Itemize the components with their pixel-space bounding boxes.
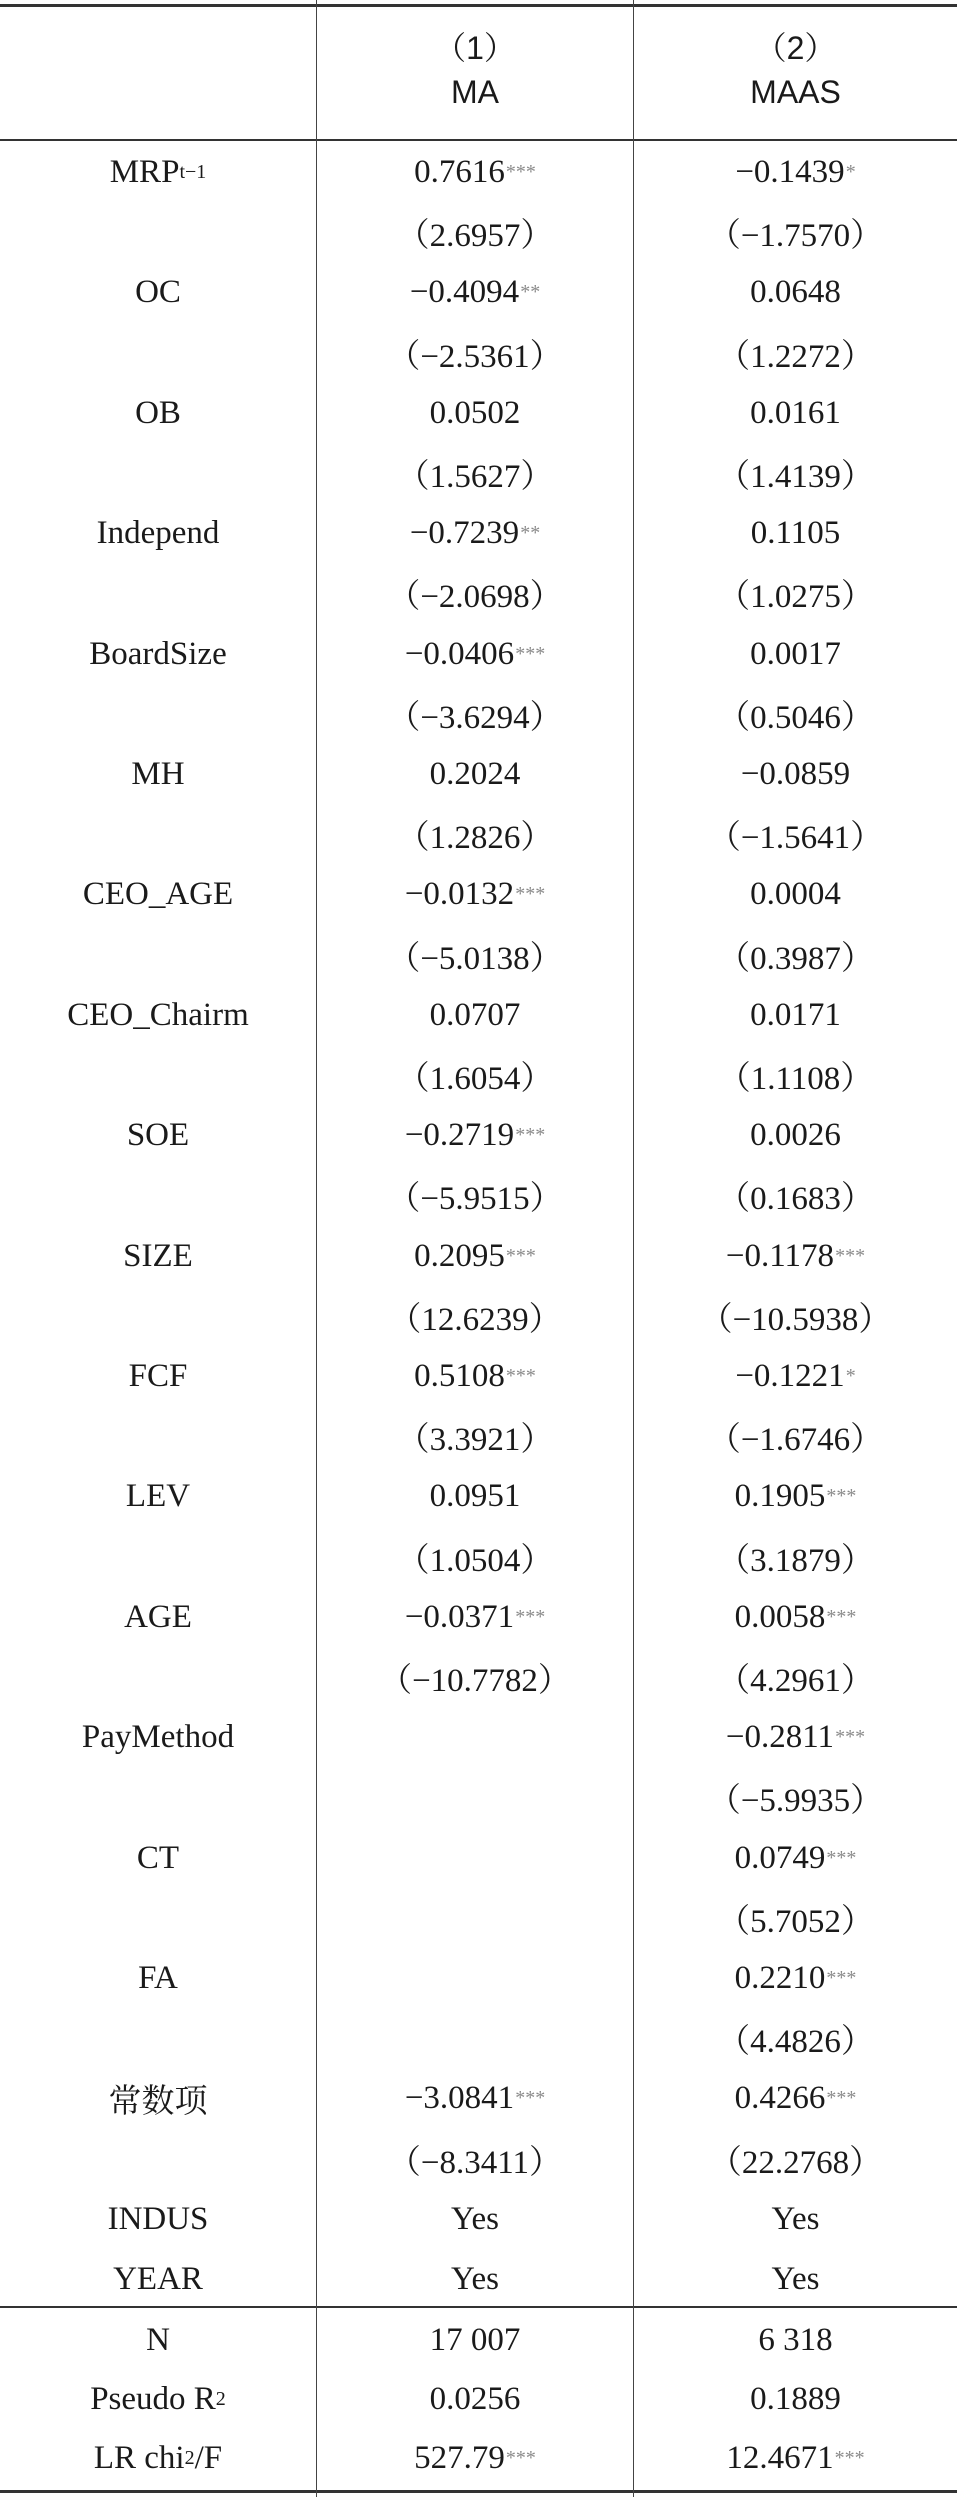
- table-cell: [317, 1587, 633, 1648]
- variable-name: N: [146, 2322, 170, 2358]
- table-cell: [634, 985, 957, 1046]
- table-row: [0, 1527, 957, 1588]
- variable-label: [0, 2189, 316, 2250]
- cell-value: 0.1889: [750, 2381, 841, 2417]
- variable-label: [0, 684, 316, 745]
- cell-value: 0.0004: [750, 876, 841, 913]
- cell-value: 0.1905: [734, 1478, 826, 1515]
- stats-row: [0, 2369, 957, 2430]
- table-cell: [317, 2129, 633, 2190]
- cell-value: （3.3921）: [396, 1422, 554, 1459]
- table-row: [0, 1767, 957, 1828]
- significance-stars: ***: [834, 2447, 865, 2469]
- variable-label: [0, 1286, 316, 1347]
- cell-value: 0.4266: [734, 2080, 826, 2117]
- cell-value: −3.0841: [404, 2080, 515, 2117]
- table-row: [0, 2249, 957, 2310]
- table-cell: [634, 262, 957, 323]
- table-cell: [317, 2369, 633, 2430]
- table-cell: [317, 1406, 633, 1467]
- variable-label: [0, 1045, 316, 1106]
- cell-value: （2.6957）: [396, 218, 554, 255]
- table-row: [0, 864, 957, 925]
- table-cell: [317, 1346, 633, 1407]
- cell-value: 0.2210: [734, 1960, 826, 1996]
- variable-label: [0, 323, 316, 384]
- variable-name: Independ: [96, 515, 220, 552]
- cell-value: 6 318: [758, 2322, 833, 2358]
- variable-name: OC: [135, 274, 181, 311]
- cell-value: （1.0275）: [717, 579, 874, 616]
- table-row: [0, 804, 957, 865]
- variable-label: [0, 1948, 316, 2009]
- table-row: [0, 744, 957, 805]
- table-cell: [634, 2249, 957, 2310]
- variable-label: [0, 503, 316, 564]
- cell-value: −0.2811: [725, 1719, 835, 1756]
- significance-stars: *: [845, 1365, 856, 1387]
- table-cell: [634, 2189, 957, 2250]
- variable-name: FA: [138, 1960, 178, 1996]
- column-header-1: [317, 0, 633, 140]
- variable-name: FCF: [128, 1358, 188, 1394]
- significance-stars: *: [845, 161, 856, 183]
- table-cell: [317, 1105, 633, 1166]
- variable-name: BoardSize: [89, 635, 227, 672]
- table-row: [0, 1346, 957, 1407]
- variable-name: MRP: [109, 154, 180, 190]
- cell-value: 0.5108: [414, 1358, 505, 1394]
- table-cell: [317, 624, 633, 685]
- variable-label: [0, 1647, 316, 1708]
- table-cell: [634, 1948, 957, 2009]
- table-cell: [634, 1647, 957, 1708]
- cell-value: （1.1108）: [717, 1061, 874, 1097]
- variable-name: YEAR: [113, 2261, 203, 2297]
- cell-value: Yes: [771, 2200, 820, 2237]
- table-cell: [317, 985, 633, 1046]
- cell-value: （1.2272）: [717, 338, 874, 375]
- bottom-rule: [0, 2490, 957, 2493]
- cell-value: 0.0749: [734, 1839, 826, 1876]
- variable-label: [0, 142, 316, 203]
- cell-value: （12.6239）: [388, 1301, 562, 1338]
- table-cell: [634, 383, 957, 444]
- table-cell: [634, 1226, 957, 1287]
- cell-value: （−1.5641）: [707, 820, 884, 857]
- variable-label: [0, 443, 316, 504]
- table-cell: [317, 1767, 633, 1828]
- cell-value: （−8.3411）: [387, 2144, 563, 2181]
- cell-value: （4.4826）: [717, 2024, 874, 2061]
- significance-stars: ***: [826, 1846, 857, 1869]
- variable-name: SIZE: [123, 1237, 193, 1274]
- cell-value: （0.5046）: [717, 699, 874, 736]
- variable-label: [0, 262, 316, 323]
- table-cell: [634, 804, 957, 865]
- variable-label: [0, 2068, 316, 2129]
- variable-label: [0, 2008, 316, 2069]
- table-cell: [317, 563, 633, 624]
- table-row: [0, 1828, 957, 1889]
- table-cell: [634, 1707, 957, 1768]
- cell-value: （3.1879）: [717, 1542, 874, 1579]
- table-row: [0, 1647, 957, 1708]
- variable-name: Pseudo R: [90, 2381, 216, 2417]
- table-row: [0, 2189, 957, 2250]
- significance-stars: ***: [835, 1244, 866, 1267]
- variable-name: LR chi: [93, 2440, 185, 2476]
- table-cell: [634, 624, 957, 685]
- table-cell: [317, 1466, 633, 1527]
- cell-value: −0.0132: [404, 876, 515, 913]
- significance-stars: ***: [515, 2087, 546, 2110]
- table-cell: [317, 2068, 633, 2129]
- cell-value: 527.79: [414, 2440, 505, 2476]
- table-row: [0, 1105, 957, 1166]
- table-cell: [634, 684, 957, 745]
- cell-value: （−2.0698）: [387, 579, 563, 616]
- table-cell: [634, 323, 957, 384]
- table-cell: [634, 1527, 957, 1588]
- table-cell: [634, 1888, 957, 1949]
- cell-value: −0.7239: [409, 515, 520, 552]
- cell-value: （−2.5361）: [387, 338, 563, 375]
- variable-label: [0, 1527, 316, 1588]
- table-row: [0, 1226, 957, 1287]
- variable-label: [0, 1707, 316, 1768]
- table-row: [0, 563, 957, 624]
- cell-value: （1.5627）: [396, 459, 554, 495]
- table-cell: [317, 1707, 633, 1768]
- variable-subscript: t−1: [179, 161, 207, 183]
- table-row: [0, 1707, 957, 1768]
- cell-value: 0.0058: [734, 1598, 826, 1635]
- table-cell: [317, 202, 633, 263]
- significance-stars: ***: [515, 883, 546, 906]
- table-cell: [317, 1286, 633, 1347]
- cell-value: −0.4094: [409, 274, 520, 311]
- variable-label: [0, 1888, 316, 1949]
- variable-name: PayMethod: [81, 1719, 235, 1756]
- significance-stars: **: [520, 281, 541, 304]
- table-cell: [317, 925, 633, 986]
- significance-stars: ***: [826, 1605, 857, 1628]
- table-cell: [634, 1406, 957, 1467]
- table-cell: [317, 323, 633, 384]
- table-row: [0, 2068, 957, 2129]
- table-cell: [634, 142, 957, 203]
- table-cell: [317, 2428, 633, 2489]
- cell-value: 0.0951: [429, 1478, 521, 1515]
- table-cell: [317, 1888, 633, 1949]
- table-cell: [634, 864, 957, 925]
- table-cell: [317, 2310, 633, 2371]
- cell-value: （1.6054）: [396, 1061, 554, 1097]
- table-cell: [634, 443, 957, 504]
- cell-value: 0.7616: [414, 154, 505, 190]
- column-header-2: [634, 0, 957, 140]
- table-cell: [634, 1346, 957, 1407]
- cell-value: （0.3987）: [717, 940, 874, 977]
- table-cell: [634, 2008, 957, 2069]
- table-row: [0, 2129, 957, 2190]
- cell-value: −0.1439: [735, 154, 845, 190]
- table-row: [0, 1466, 957, 1527]
- variable-label: [0, 864, 316, 925]
- table-cell: [634, 2369, 957, 2430]
- variable-label: [0, 744, 316, 805]
- variable-superscript: 2: [184, 2447, 195, 2469]
- cell-value: （−3.6294）: [387, 699, 563, 736]
- cell-value: （−1.7570）: [707, 218, 884, 255]
- variable-label: [0, 2428, 316, 2489]
- table-cell: [634, 2310, 957, 2371]
- table-cell: [634, 1828, 957, 1889]
- variable-label: [0, 2310, 316, 2371]
- table-cell: [634, 1587, 957, 1648]
- variable-label: [0, 1406, 316, 1467]
- table-row: [0, 1888, 957, 1949]
- cell-value: 0.0161: [750, 394, 841, 431]
- cell-value: （1.2826）: [396, 820, 554, 857]
- column-header-1-number: （1）: [434, 30, 516, 66]
- cell-value: −0.1178: [725, 1237, 835, 1274]
- cell-value: −0.0371: [404, 1598, 515, 1635]
- table-cell: [317, 503, 633, 564]
- table-cell: [634, 1045, 957, 1106]
- variable-label: [0, 563, 316, 624]
- table-row: [0, 142, 957, 203]
- table-cell: [317, 262, 633, 323]
- cell-value: 0.0017: [750, 635, 841, 672]
- variable-name: MH: [131, 756, 185, 792]
- table-cell: [634, 1165, 957, 1226]
- table-cell: [317, 684, 633, 745]
- table-cell: [317, 1948, 633, 2009]
- table-row: [0, 383, 957, 444]
- cell-value: 12.4671: [726, 2440, 834, 2476]
- significance-stars: ***: [826, 1967, 857, 1989]
- cell-value: −0.2719: [404, 1117, 515, 1154]
- cell-value: 0.0648: [750, 274, 841, 311]
- table-cell: [317, 744, 633, 805]
- variable-name: SOE: [126, 1117, 190, 1154]
- significance-stars: ***: [515, 1605, 546, 1628]
- stats-row: [0, 2428, 957, 2489]
- cell-value: 0.0707: [429, 996, 521, 1033]
- table-row: [0, 262, 957, 323]
- table-row: [0, 202, 957, 263]
- table-row: [0, 624, 957, 685]
- variable-name: CEO_Chairm: [67, 996, 249, 1033]
- variable-label: [0, 1587, 316, 1648]
- cell-value: （1.4139）: [717, 459, 874, 495]
- significance-stars: ***: [505, 161, 536, 183]
- table-cell: [634, 1286, 957, 1347]
- column-header-2-number: （2）: [754, 30, 837, 66]
- variable-name: LEV: [125, 1478, 191, 1515]
- variable-label: [0, 624, 316, 685]
- variable-name: OB: [135, 394, 181, 431]
- cell-value: 0.0171: [750, 996, 841, 1033]
- cell-value: 0.2024: [429, 756, 521, 792]
- cell-value: （0.1683）: [717, 1181, 874, 1218]
- cell-value: （−5.0138）: [387, 940, 563, 977]
- table-cell: [317, 1647, 633, 1708]
- variable-label: [0, 1466, 316, 1527]
- stats-row: [0, 2310, 957, 2371]
- table-cell: [634, 1767, 957, 1828]
- significance-stars: ***: [826, 1485, 857, 1508]
- table-cell: [634, 1466, 957, 1527]
- table-cell: [317, 383, 633, 444]
- cell-value: （−5.9935）: [707, 1783, 884, 1820]
- table-cell: [634, 202, 957, 263]
- variable-name: CT: [136, 1839, 180, 1876]
- variable-label: [0, 1346, 316, 1407]
- table-cell: [317, 1828, 633, 1889]
- table-cell: [317, 1045, 633, 1106]
- variable-name: INDUS: [107, 2200, 209, 2237]
- cell-value: 0.0256: [429, 2381, 521, 2417]
- variable-label: [0, 925, 316, 986]
- cell-value: （−10.7782）: [379, 1663, 571, 1699]
- significance-stars: ***: [515, 1124, 546, 1147]
- table-row: [0, 1406, 957, 1467]
- table-cell: [317, 1527, 633, 1588]
- table-cell: [634, 925, 957, 986]
- table-cell: [634, 2068, 957, 2129]
- cell-value: 0.1105: [750, 515, 841, 552]
- cell-value: （5.7052）: [717, 1903, 874, 1940]
- variable-name: CEO_AGE: [82, 876, 234, 913]
- cell-value: 0.0026: [750, 1117, 841, 1154]
- variable-label: [0, 1226, 316, 1287]
- table-cell: [317, 2249, 633, 2310]
- variable-label: [0, 2369, 316, 2430]
- cell-value: 0.0502: [429, 394, 521, 431]
- variable-label: [0, 985, 316, 1046]
- variable-label: [0, 1165, 316, 1226]
- table-row: [0, 1045, 957, 1106]
- cell-value: Yes: [771, 2261, 820, 2297]
- cell-value: Yes: [450, 2261, 500, 2297]
- significance-stars: ***: [826, 2087, 857, 2110]
- column-header-2-name: MAAS: [750, 74, 841, 110]
- variable-label: [0, 202, 316, 263]
- table-row: [0, 1587, 957, 1648]
- table-cell: [317, 2189, 633, 2250]
- table-cell: [317, 1226, 633, 1287]
- table-row: [0, 985, 957, 1046]
- table-cell: [317, 804, 633, 865]
- table-row: [0, 925, 957, 986]
- significance-stars: ***: [505, 2447, 536, 2469]
- table-row: [0, 323, 957, 384]
- table-row: [0, 503, 957, 564]
- table-row: [0, 1286, 957, 1347]
- cell-value: −0.0859: [740, 756, 851, 792]
- variable-label: [0, 1105, 316, 1166]
- table-row: [0, 2008, 957, 2069]
- significance-stars: ***: [505, 1365, 536, 1387]
- table-row: [0, 443, 957, 504]
- cell-value: （4.2961）: [717, 1663, 874, 1699]
- table-cell: [317, 864, 633, 925]
- cell-value: 0.2095: [414, 1237, 505, 1274]
- variable-superscript: 2: [215, 2388, 226, 2410]
- table-row: [0, 1165, 957, 1226]
- column-header-1-name: MA: [451, 74, 499, 110]
- cell-value: Yes: [450, 2200, 500, 2237]
- significance-stars: ***: [835, 1726, 866, 1749]
- table-row: [0, 684, 957, 745]
- table-cell: [317, 443, 633, 504]
- variable-label: [0, 2129, 316, 2190]
- variable-name-tail: /F: [194, 2440, 223, 2476]
- variable-label: [0, 2249, 316, 2310]
- significance-stars: ***: [505, 1244, 536, 1267]
- significance-stars: ***: [515, 642, 546, 665]
- table-cell: [317, 2008, 633, 2069]
- variable-name: AGE: [124, 1598, 192, 1635]
- cell-value: （−10.5938）: [699, 1301, 892, 1338]
- cell-value: （1.0504）: [396, 1542, 554, 1579]
- significance-stars: **: [520, 522, 541, 545]
- table-cell: [634, 2428, 957, 2489]
- variable-label: [0, 1828, 316, 1889]
- cell-value: −0.1221: [735, 1358, 845, 1394]
- cell-value: （−1.6746）: [707, 1422, 884, 1459]
- cell-value: （22.2768）: [708, 2144, 883, 2181]
- table-cell: [634, 2129, 957, 2190]
- table-cell: [634, 503, 957, 564]
- cell-value: （−5.9515）: [387, 1181, 563, 1218]
- variable-name: 常数项: [108, 2084, 208, 2121]
- table-cell: [634, 744, 957, 805]
- variable-label: [0, 1767, 316, 1828]
- variable-label: [0, 804, 316, 865]
- table-cell: [634, 563, 957, 624]
- table-row: [0, 1948, 957, 2009]
- cell-value: 17 007: [429, 2322, 521, 2358]
- table-cell: [317, 1165, 633, 1226]
- cell-value: −0.0406: [404, 635, 515, 672]
- variable-label: [0, 383, 316, 444]
- table-cell: [317, 142, 633, 203]
- table-cell: [634, 1105, 957, 1166]
